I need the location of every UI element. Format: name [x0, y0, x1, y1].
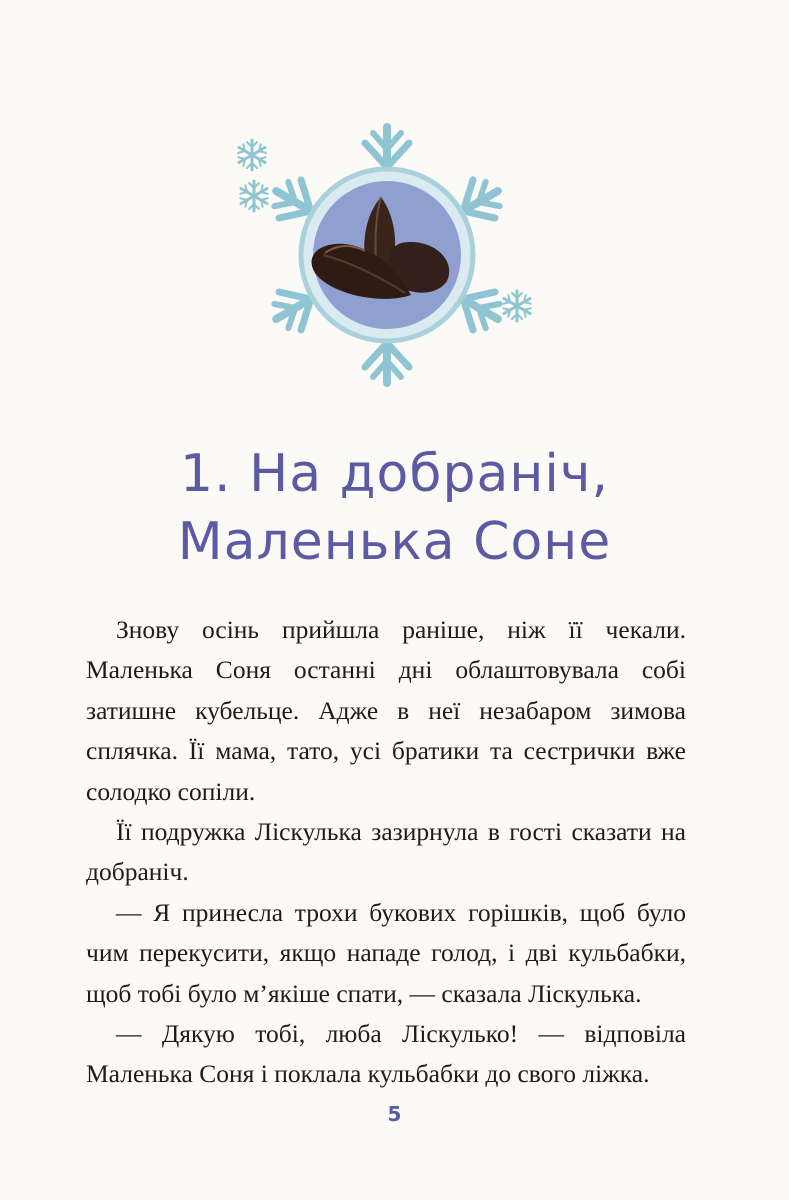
chapter-title — [0, 440, 789, 576]
chapter-illustration — [225, 118, 555, 393]
small-snowflake-icon — [239, 181, 270, 211]
small-snowflake-icon — [502, 291, 533, 321]
small-snowflake-icon — [237, 140, 268, 170]
page-number: 5 — [387, 1102, 402, 1126]
chapter-title-line: Маленька Соне — [177, 512, 612, 572]
chapter-title-line: 1. На добраніч, — [179, 444, 610, 504]
snowflake-icon — [225, 118, 555, 393]
chapter-body — [86, 610, 686, 1095]
paragraph: Знову осінь прийшла раніше, ніж її чекали. Маленька Соня останні дні облаштовувала собі затишне кубельце. Адже в неї незабаром зимова сплячка. Її мама, тато, усі братики та сестрички вже солодко сопіли. — [86, 615, 686, 806]
paragraph: Її подружка Ліскулька зазирнула в гості сказати на добраніч. — [86, 817, 686, 887]
paragraph: — Я принесла трохи букових горішків, щоб було чим перекусити, якщо нападе голод, і дві кульбабки, щоб тобі було м’якіше спати, — сказала Ліскулька. — [86, 897, 686, 1008]
paragraph: — Дякую тобі, люба Ліскулько! — відповіла Маленька Соня і поклала кульбабки до свого ліжка. — [86, 1019, 686, 1089]
